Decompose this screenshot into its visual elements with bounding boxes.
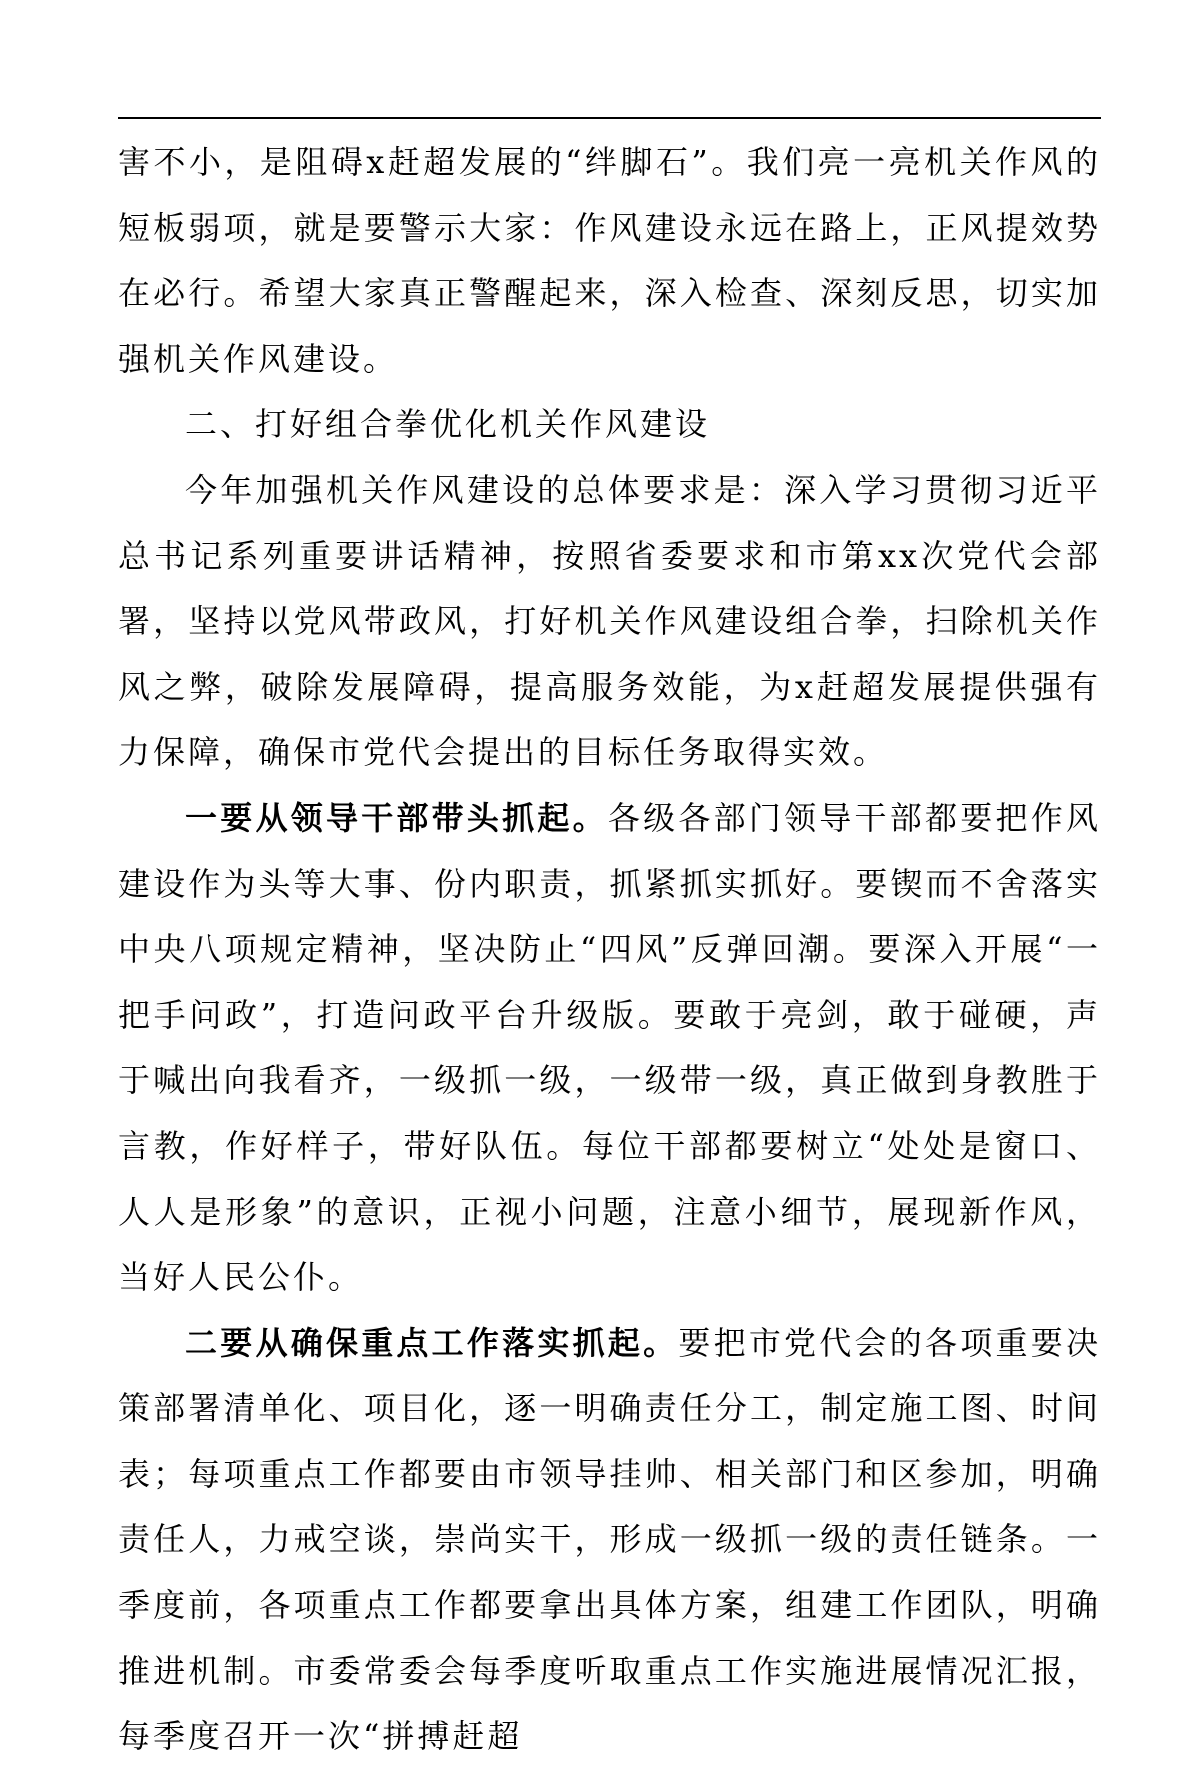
paragraph-body-text: 各级各部门领导干部都要把作风建设作为头等大事、份内职责，抓紧抓实抓好。要锲而不舍落实中央八项规定精神，坚决防止“四风”反弹回潮。要深入开展“一把手问政”，打造问政平台升级版。要敢于亮剑，敢于碰硬，声于喊出向我看齐，一级抓一级，一级带一级，真正做到身教胜于言教，作好样子，带好队伍。每位干部都要树立“处处是窗口、人人是形象”的意识，正视小问题，注意小细节，展现新作风，当好人民公仆。 bbox=[118, 798, 1101, 1297]
section-heading: 二、打好组合拳优化机关作风建设 bbox=[185, 405, 711, 444]
paragraph-lead-heading: 二要从确保重点工作落实抓起。 bbox=[185, 1323, 679, 1362]
paragraph-lead-heading: 一要从领导干部带头抓起。 bbox=[185, 798, 608, 837]
paragraph-key-work bbox=[118, 1311, 1101, 1770]
paragraph-leaders bbox=[118, 786, 1101, 1311]
header-rule bbox=[118, 117, 1101, 119]
paragraph-body-text: 要把市党代会的各项重要决策部署清单化、项目化，逐一明确责任分工，制定施工图、时间表；每项重点工作都要由市领导挂帅、相关部门和区参加，明确责任人，力戒空谈，崇尚实干，形成一级抓一级的责任链条。一季度前，各项重点工作都要拿出具体方案，组建工作团队，明确推进机制。市委常委会每季度听取重点工作实施进展情况汇报，每季度召开一次“拼搏赶超 bbox=[118, 1323, 1101, 1756]
paragraph-general-requirements: 今年加强机关作风建设的总体要求是：深入学习贯彻习近平总书记系列重要讲话精神，按照省委要求和市第xx次党代会部署，坚持以党风带政风，打好机关作风建设组合拳，扫除机关作风之弊，破除发展障碍，提高服务效能，为x赶超发展提供强有力保障，确保市党代会提出的目标任务取得实效。 bbox=[118, 470, 1101, 772]
paragraph-continuation: 害不小，是阻碍x赶超发展的“绊脚石”。我们亮一亮机关作风的短板弱项，就是要警示大家：作风建设永远在路上，正风提效势在必行。希望大家真正警醒起来，深入检查、深刻反思，切实加强机关作风建设。 bbox=[118, 143, 1101, 378]
document-body bbox=[118, 130, 1101, 1770]
